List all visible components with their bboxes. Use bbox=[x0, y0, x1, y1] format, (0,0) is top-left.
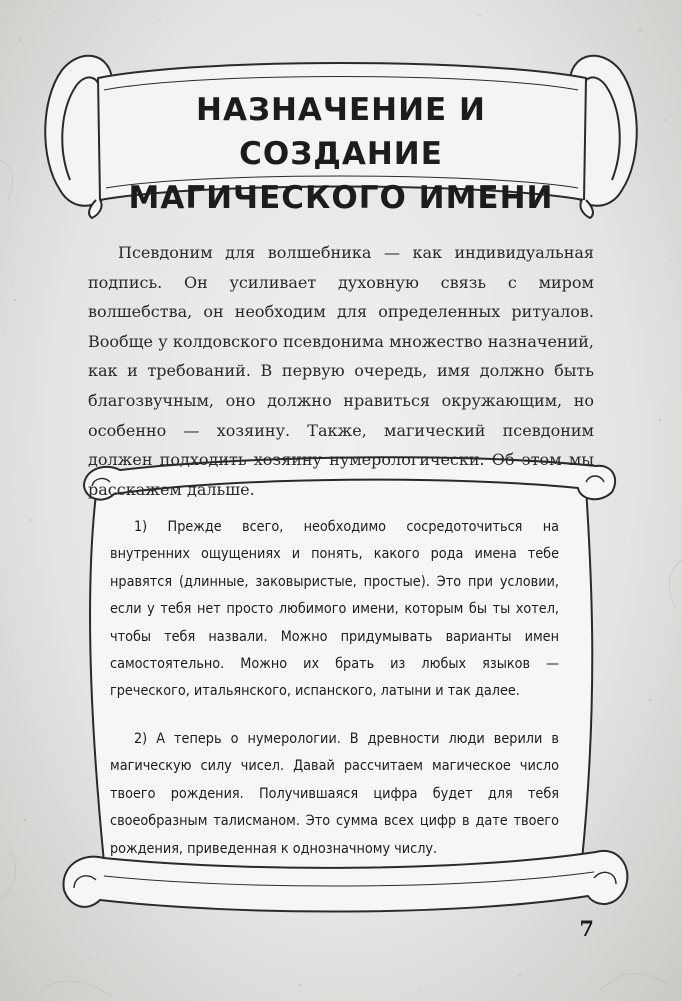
scroll-paragraph-2-text: 2) А теперь о нумерологии. В древности люди верили в магическую силу чисел. Давай рассчитаем магическое число твоего рождения. Получившаяся цифра будет для тебя своеобразным талисманом. Это сумма всех цифр в дате твоего рождения, приведенная к однозначному числу. bbox=[110, 731, 559, 857]
scroll-paragraph-1 bbox=[110, 514, 559, 706]
intro-paragraph bbox=[88, 238, 594, 504]
intro-text: Псевдоним для волшебника — как индивидуальная подпись. Он усиливает духовную связь с миром волшебства, он необходим для определенных ритуалов. Вообще у колдовского псевдонима множество назначений, как и требований. В первую очередь, имя должно быть благозвучным, оно должно нравиться окружающим, но особенно — хозяину. Также, магический псевдоним должен подходить хозяину нумерологически. Об этом мы расскажем дальше. bbox=[88, 243, 594, 499]
title-line-1: НАЗНАЧЕНИЕ И СОЗДАНИЕ bbox=[196, 92, 486, 172]
scroll-paragraph-1-text: 1) Прежде всего, необходимо сосредоточиться на внутренних ощущениях и понять, какого рода имена тебе нравятся (длинные, заковыристые, простые). Это при условии, если у тебя нет просто любимого имени, которым бы ты хотел, чтобы тебя назвали. Можно придумывать варианты имен самостоятельно. Можно их брать из любых языков — греческого, итальянского, испанского, латыни и так далее. bbox=[110, 519, 559, 700]
title-line-2: МАГИЧЕСКОГО ИМЕНИ bbox=[128, 180, 554, 216]
page-number: 7 bbox=[579, 916, 594, 941]
scroll-paragraph-2 bbox=[110, 726, 559, 863]
page-title bbox=[120, 88, 562, 220]
